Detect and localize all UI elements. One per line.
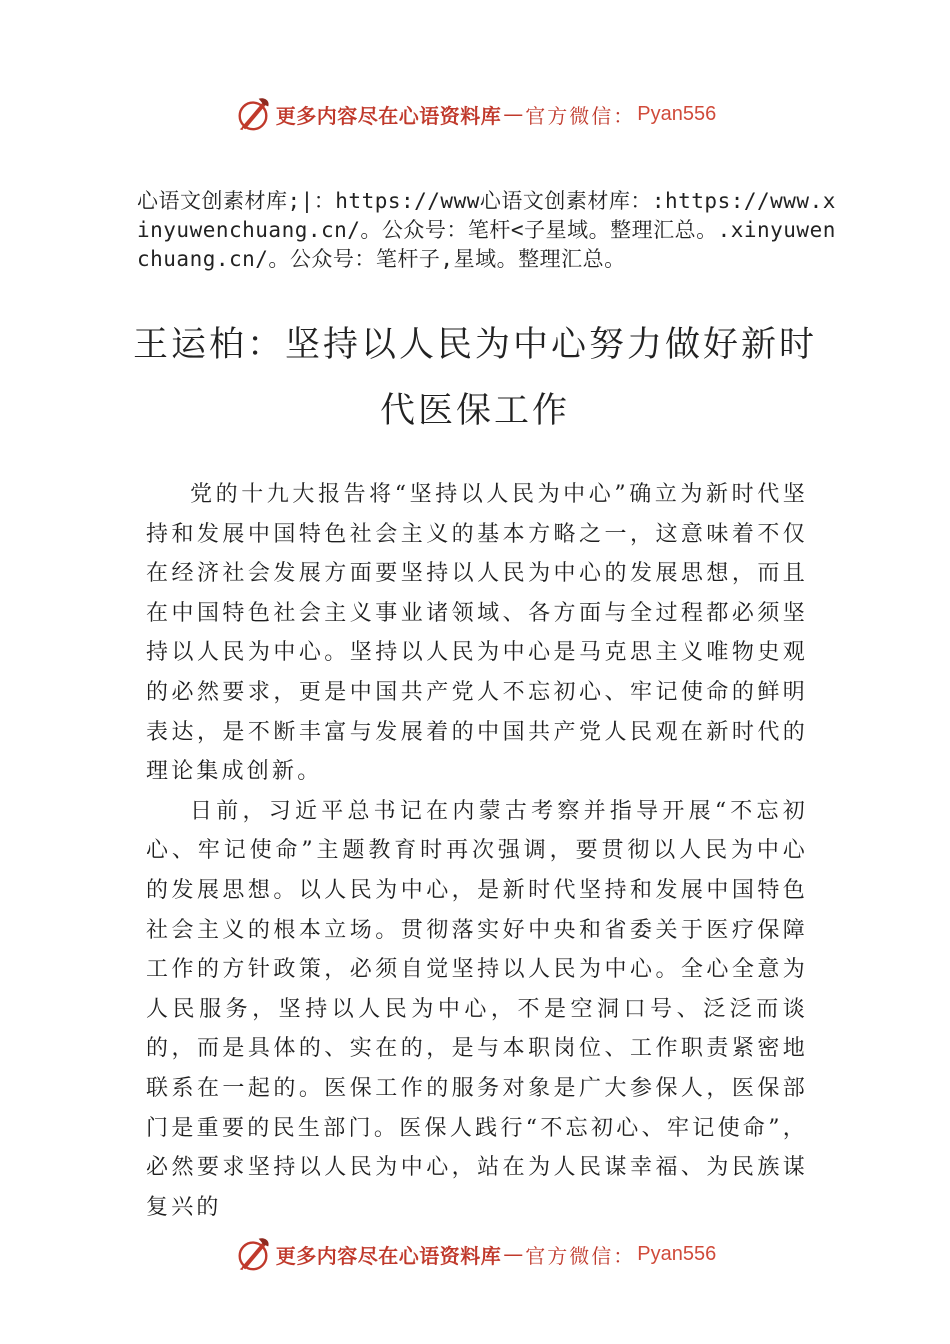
article-title	[80, 312, 870, 444]
footer-banner	[0, 1232, 950, 1276]
banner-wechat-id: Pyan556	[637, 1242, 717, 1265]
article-title-line-1: 王运柏：坚持以人民为中心努力做好新时	[132, 325, 817, 365]
paragraph-1: 党的十九大报告将“坚持以人民为中心”确立为新时代坚持和发展中国特色社会主义的基本方略之一，这意味着不仅在经济社会发展方面要坚持以人民为中心的发展思想，而且在中国特色社会主义事业诸领域、各方面与全过程都必须坚持以人民为中心。坚持以人民为中心是马克思主义唯物史观的必然要求，更是中国共产党人不忘初心、牢记使命的鲜明表达，是不断丰富与发展着的中国共产党人民观在新时代的理论集成创新。	[146, 482, 808, 785]
banner-wechat-label: 官方微信：	[525, 103, 636, 128]
article-body	[146, 475, 808, 1227]
banner-wechat-id: Pyan556	[637, 102, 717, 125]
banner-wechat-label: 官方微信：	[525, 1243, 636, 1268]
quill-pen-logo-icon	[234, 1234, 272, 1274]
banner-dash: —	[503, 102, 524, 126]
paragraph-2: 日前，习近平总书记在内蒙古考察并指导开展“不忘初心、牢记使命”主题教育时再次强调，要贯彻以人民为中心的发展思想。以人民为中心，是新时代坚持和发展中国特色社会主义的根本立场。贯彻落实好中央和省委关于医疗保障工作的方针政策，必须自觉坚持以人民为中心。全心全意为人民服务，坚持以人民为中心，不是空洞口号、泛泛而谈的，而是具体的、实在的，是与本职岗位、工作职责紧密地联系在一起的。医保工作的服务对象是广大参保人，医保部门是重要的民生部门。医保人践行“不忘初心、牢记使命”，必然要求坚持以人民为中心，站在为人民谋幸福、为民族谋复兴的	[146, 798, 808, 1220]
quill-pen-logo-icon	[234, 94, 272, 134]
source-note: 心语文创素材库;|：https://www心语文创素材库：:https://www.xinyuwenchuang.cn/。公众号：笔杆<子星域。整理汇总。.xinyuwenchuang.cn/。公众号：笔杆子,星域。整理汇总。	[137, 189, 836, 271]
banner-main-text: 更多内容尽在心语资料库	[275, 1243, 502, 1268]
banner-main-text: 更多内容尽在心语资料库	[275, 103, 502, 128]
header-banner	[0, 92, 950, 136]
article-title-line-2: 代医保工作	[379, 391, 570, 431]
banner-dash: —	[503, 1242, 524, 1266]
